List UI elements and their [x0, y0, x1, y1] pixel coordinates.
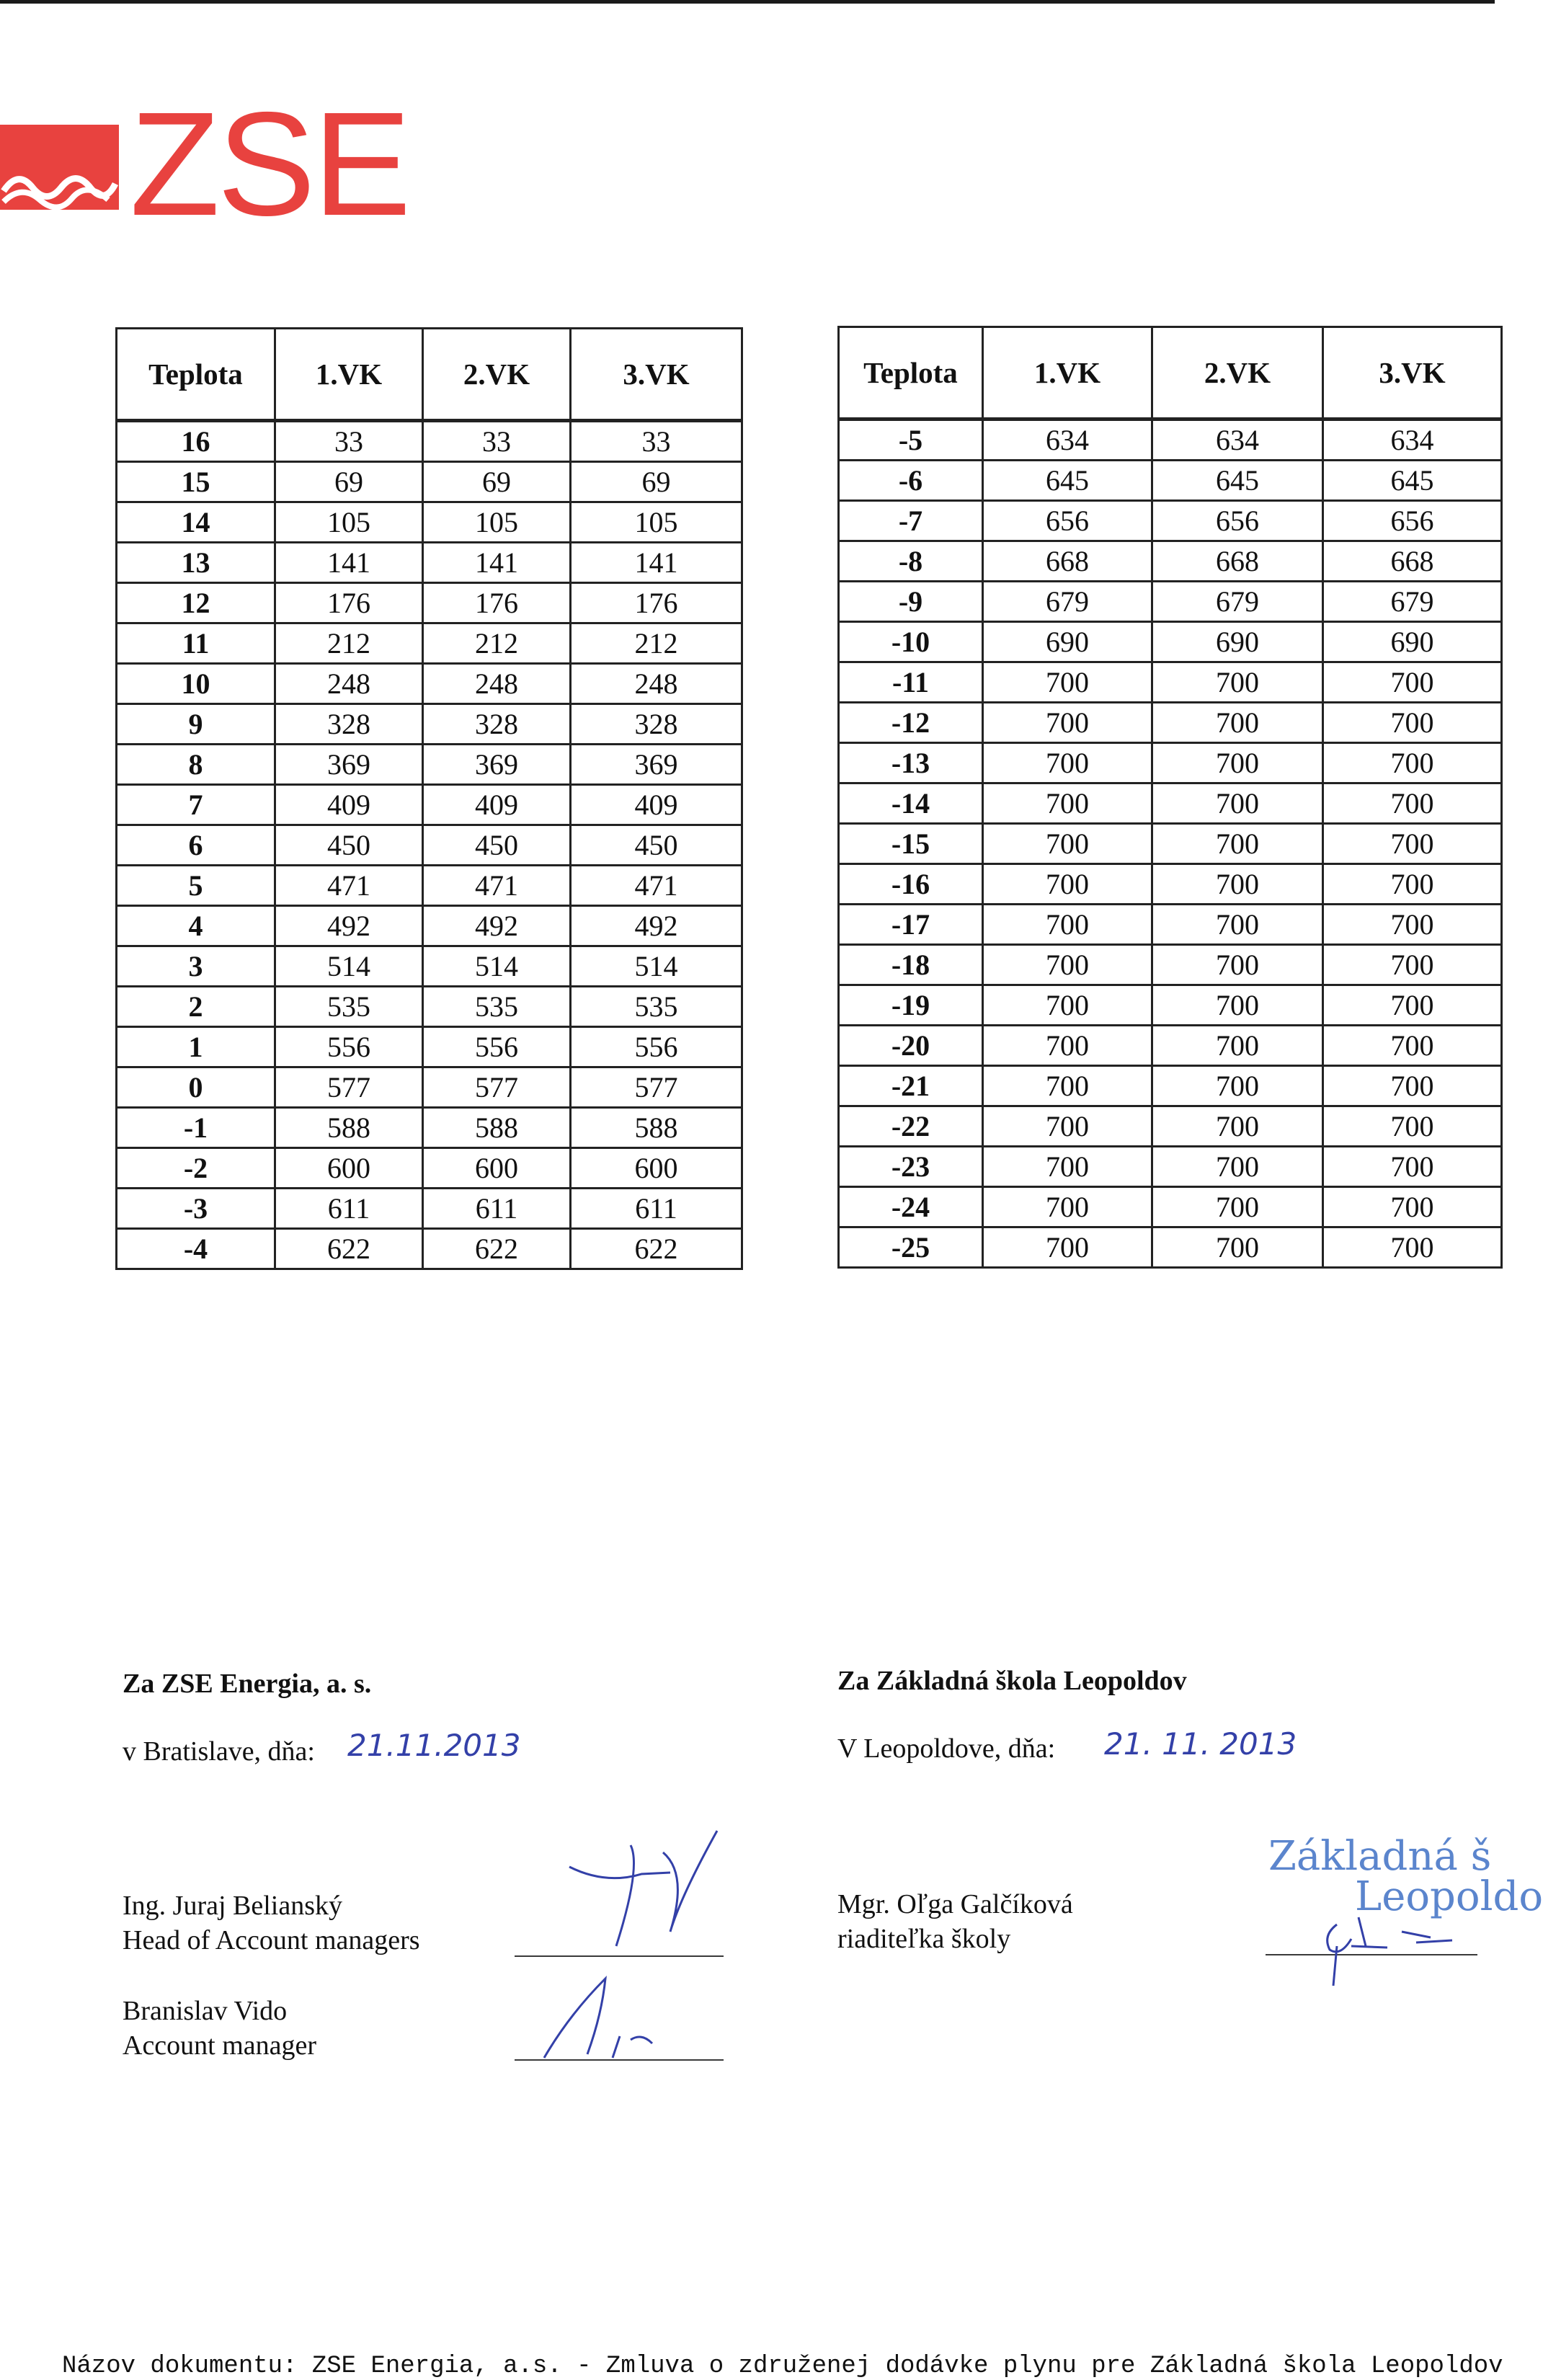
value-cell: 645 — [1323, 461, 1502, 501]
value-cell: 588 — [571, 1108, 742, 1148]
table-row — [839, 703, 1502, 743]
table-row — [117, 583, 742, 623]
value-cell: 668 — [1152, 541, 1323, 582]
temperature-cell: 14 — [117, 502, 275, 543]
temperature-cell: -4 — [117, 1229, 275, 1269]
value-cell: 700 — [1152, 1227, 1323, 1268]
value-cell: 700 — [1152, 905, 1323, 945]
value-cell: 328 — [571, 704, 742, 745]
value-cell: 700 — [1152, 743, 1323, 783]
document-name-footer: Názov dokumentu: ZSE Energia, a.s. - Zmluva o združenej dodávke plynu pre Základná škola Leopoldov — [62, 2353, 1503, 2380]
scan-top-edge — [0, 0, 1495, 4]
value-cell: 700 — [983, 662, 1152, 703]
value-cell: 645 — [983, 461, 1152, 501]
value-cell: 611 — [275, 1189, 423, 1229]
value-cell: 700 — [1323, 1106, 1502, 1147]
signature-line-belianky — [515, 1955, 724, 1957]
table-row — [839, 1066, 1502, 1106]
value-cell: 105 — [571, 502, 742, 543]
temperature-cell: -19 — [839, 985, 983, 1026]
value-cell: 600 — [275, 1148, 423, 1189]
value-cell: 700 — [983, 1187, 1152, 1227]
value-cell: 700 — [1323, 985, 1502, 1026]
value-cell: 514 — [571, 946, 742, 987]
table-row — [839, 1227, 1502, 1268]
value-cell: 409 — [423, 785, 571, 825]
value-cell: 141 — [423, 543, 571, 583]
value-cell: 700 — [1152, 824, 1323, 864]
temperature-cell: -20 — [839, 1026, 983, 1066]
value-cell: 700 — [1323, 1187, 1502, 1227]
temperature-table-left — [115, 327, 743, 1270]
table-row — [117, 1027, 742, 1067]
value-cell: 700 — [1152, 662, 1323, 703]
temperature-cell: -16 — [839, 864, 983, 905]
value-cell: 622 — [275, 1229, 423, 1269]
zse-knot-icon — [0, 125, 119, 210]
table-row — [839, 783, 1502, 824]
table-row — [839, 1187, 1502, 1227]
table-row — [839, 622, 1502, 662]
value-cell: 700 — [1323, 824, 1502, 864]
value-cell: 700 — [983, 864, 1152, 905]
table-row — [117, 623, 742, 664]
stamp-line-2: Leopoldo — [1355, 1873, 1543, 1920]
value-cell: 700 — [983, 1106, 1152, 1147]
value-cell: 600 — [571, 1148, 742, 1189]
signer-name-galcikova: Mgr. Oľga Galčíková — [837, 1889, 1073, 1919]
value-cell: 690 — [1152, 622, 1323, 662]
value-cell: 700 — [1152, 864, 1323, 905]
value-cell: 690 — [983, 622, 1152, 662]
value-cell: 492 — [571, 906, 742, 946]
value-cell: 212 — [275, 623, 423, 664]
value-cell: 611 — [571, 1189, 742, 1229]
table-row — [117, 462, 742, 502]
value-cell: 700 — [983, 824, 1152, 864]
table-header-row — [839, 327, 1502, 419]
value-cell: 328 — [423, 704, 571, 745]
table-row — [117, 1148, 742, 1189]
table-row — [117, 421, 742, 462]
value-cell: 656 — [983, 501, 1152, 541]
table-row — [839, 501, 1502, 541]
value-cell: 535 — [423, 987, 571, 1027]
value-cell: 409 — [275, 785, 423, 825]
table-row — [117, 664, 742, 704]
brand-name: ZSE — [130, 81, 409, 247]
value-cell: 492 — [275, 906, 423, 946]
value-cell: 450 — [423, 825, 571, 866]
table-row — [839, 743, 1502, 783]
temperature-cell: -3 — [117, 1189, 275, 1229]
value-cell: 535 — [571, 987, 742, 1027]
value-cell: 33 — [571, 421, 742, 462]
value-cell: 634 — [983, 419, 1152, 461]
value-cell: 700 — [1152, 945, 1323, 985]
value-cell: 588 — [275, 1108, 423, 1148]
value-cell: 141 — [571, 543, 742, 583]
value-cell: 700 — [983, 743, 1152, 783]
value-cell: 700 — [1323, 662, 1502, 703]
value-cell: 556 — [571, 1027, 742, 1067]
party-zse: Za ZSE Energia, a. s. — [123, 1669, 372, 1699]
signer-name-belianky: Ing. Juraj Belianský — [123, 1891, 343, 1921]
signer-title-galcikova: riaditeľka školy — [837, 1924, 1011, 1954]
value-cell: 369 — [423, 745, 571, 785]
value-cell: 492 — [423, 906, 571, 946]
value-cell: 700 — [983, 1026, 1152, 1066]
value-cell: 656 — [1323, 501, 1502, 541]
value-cell: 69 — [275, 462, 423, 502]
value-cell: 176 — [571, 583, 742, 623]
temperature-cell: -5 — [839, 419, 983, 461]
value-cell: 176 — [423, 583, 571, 623]
temperature-cell: -15 — [839, 824, 983, 864]
value-cell: 471 — [423, 866, 571, 906]
value-cell: 105 — [275, 502, 423, 543]
table-row — [839, 1147, 1502, 1187]
value-cell: 248 — [571, 664, 742, 704]
temperature-cell: -9 — [839, 582, 983, 622]
temperature-cell: 2 — [117, 987, 275, 1027]
value-cell: 556 — [423, 1027, 571, 1067]
value-cell: 514 — [423, 946, 571, 987]
temperature-cell: -22 — [839, 1106, 983, 1147]
value-cell: 668 — [1323, 541, 1502, 582]
value-cell: 212 — [571, 623, 742, 664]
column-header: 1.VK — [275, 329, 423, 421]
table-row — [839, 864, 1502, 905]
value-cell: 33 — [423, 421, 571, 462]
temperature-cell: 16 — [117, 421, 275, 462]
handwritten-date-school: 21. 11. 2013 — [1104, 1726, 1297, 1762]
column-header: 2.VK — [1152, 327, 1323, 419]
value-cell: 700 — [1323, 1147, 1502, 1187]
value-cell: 690 — [1323, 622, 1502, 662]
value-cell: 409 — [571, 785, 742, 825]
temperature-cell: 9 — [117, 704, 275, 745]
temperature-table-right — [837, 326, 1503, 1269]
table-row — [117, 785, 742, 825]
column-header: Teplota — [839, 327, 983, 419]
signature-belianky — [562, 1824, 735, 1953]
temperature-cell: 0 — [117, 1067, 275, 1108]
table-row — [117, 1108, 742, 1148]
value-cell: 700 — [1152, 783, 1323, 824]
temperature-cell: -1 — [117, 1108, 275, 1148]
table-row — [117, 1189, 742, 1229]
column-header: 2.VK — [423, 329, 571, 421]
value-cell: 700 — [983, 1147, 1152, 1187]
value-cell: 700 — [1152, 1066, 1323, 1106]
value-cell: 700 — [1323, 1026, 1502, 1066]
temperature-cell: 4 — [117, 906, 275, 946]
table-row — [839, 461, 1502, 501]
table-row — [117, 1229, 742, 1269]
table-row — [117, 502, 742, 543]
temperature-cell: 10 — [117, 664, 275, 704]
table-row — [117, 946, 742, 987]
temperature-cell: 1 — [117, 1027, 275, 1067]
temperature-cell: 11 — [117, 623, 275, 664]
stamp-line-1: Základná š — [1268, 1833, 1492, 1880]
table-row — [117, 745, 742, 785]
value-cell: 700 — [1152, 985, 1323, 1026]
value-cell: 514 — [275, 946, 423, 987]
temperature-cell: -7 — [839, 501, 983, 541]
value-cell: 248 — [275, 664, 423, 704]
column-header: 1.VK — [983, 327, 1152, 419]
temperature-cell: -13 — [839, 743, 983, 783]
table-row — [839, 662, 1502, 703]
value-cell: 141 — [275, 543, 423, 583]
temperature-cell: -17 — [839, 905, 983, 945]
value-cell: 535 — [275, 987, 423, 1027]
value-cell: 700 — [1323, 1227, 1502, 1268]
zse-logo — [0, 81, 409, 247]
value-cell: 328 — [275, 704, 423, 745]
value-cell: 700 — [1323, 864, 1502, 905]
temperature-cell: -14 — [839, 783, 983, 824]
value-cell: 700 — [983, 783, 1152, 824]
value-cell: 176 — [275, 583, 423, 623]
value-cell: 634 — [1152, 419, 1323, 461]
temperature-cell: -2 — [117, 1148, 275, 1189]
value-cell: 668 — [983, 541, 1152, 582]
temperature-cell: 7 — [117, 785, 275, 825]
value-cell: 700 — [1323, 743, 1502, 783]
value-cell: 248 — [423, 664, 571, 704]
value-cell: 577 — [423, 1067, 571, 1108]
place-date-label-zse: v Bratislave, dňa: — [123, 1736, 315, 1767]
value-cell: 700 — [1323, 783, 1502, 824]
value-cell: 611 — [423, 1189, 571, 1229]
value-cell: 369 — [571, 745, 742, 785]
value-cell: 700 — [983, 1066, 1152, 1106]
value-cell: 700 — [1152, 1187, 1323, 1227]
column-header: Teplota — [117, 329, 275, 421]
temperature-cell: 5 — [117, 866, 275, 906]
table-row — [117, 866, 742, 906]
table-row — [117, 825, 742, 866]
value-cell: 577 — [275, 1067, 423, 1108]
temperature-cell: 3 — [117, 946, 275, 987]
value-cell: 700 — [1152, 1147, 1323, 1187]
value-cell: 471 — [275, 866, 423, 906]
table-row — [839, 985, 1502, 1026]
column-header: 3.VK — [1323, 327, 1502, 419]
value-cell: 105 — [423, 502, 571, 543]
value-cell: 556 — [275, 1027, 423, 1067]
value-cell: 700 — [983, 985, 1152, 1026]
value-cell: 700 — [1152, 1026, 1323, 1066]
table-row — [839, 945, 1502, 985]
value-cell: 622 — [571, 1229, 742, 1269]
temperature-cell: -21 — [839, 1066, 983, 1106]
temperature-cell: -24 — [839, 1187, 983, 1227]
temperature-cell: -18 — [839, 945, 983, 985]
value-cell: 700 — [1323, 1066, 1502, 1106]
value-cell: 450 — [275, 825, 423, 866]
value-cell: 656 — [1152, 501, 1323, 541]
value-cell: 450 — [571, 825, 742, 866]
value-cell: 634 — [1323, 419, 1502, 461]
value-cell: 212 — [423, 623, 571, 664]
temperature-cell: 6 — [117, 825, 275, 866]
place-date-label-school: V Leopoldove, dňa: — [837, 1733, 1056, 1764]
table-row — [117, 1067, 742, 1108]
value-cell: 645 — [1152, 461, 1323, 501]
value-cell: 369 — [275, 745, 423, 785]
signer-name-vido: Branislav Vido — [123, 1996, 288, 2026]
table-row — [839, 582, 1502, 622]
temperature-cell: -8 — [839, 541, 983, 582]
table-row — [839, 905, 1502, 945]
value-cell: 700 — [983, 945, 1152, 985]
table-row — [117, 543, 742, 583]
table-row — [839, 1106, 1502, 1147]
table-row — [839, 824, 1502, 864]
value-cell: 33 — [275, 421, 423, 462]
value-cell: 700 — [1323, 703, 1502, 743]
value-cell: 700 — [1323, 945, 1502, 985]
value-cell: 588 — [423, 1108, 571, 1148]
temperature-cell: -12 — [839, 703, 983, 743]
table-row — [117, 704, 742, 745]
value-cell: 471 — [571, 866, 742, 906]
temperature-cell: -10 — [839, 622, 983, 662]
value-cell: 700 — [983, 1227, 1152, 1268]
value-cell: 700 — [983, 703, 1152, 743]
temperature-cell: 13 — [117, 543, 275, 583]
value-cell: 700 — [1152, 1106, 1323, 1147]
temperature-cell: -11 — [839, 662, 983, 703]
value-cell: 679 — [1152, 582, 1323, 622]
value-cell: 700 — [983, 905, 1152, 945]
column-header: 3.VK — [571, 329, 742, 421]
temperature-cell: 12 — [117, 583, 275, 623]
temperature-cell: 15 — [117, 462, 275, 502]
table-row — [839, 1026, 1502, 1066]
table-header-row — [117, 329, 742, 421]
value-cell: 700 — [1323, 905, 1502, 945]
value-cell: 700 — [1152, 703, 1323, 743]
table-row — [839, 419, 1502, 461]
value-cell: 679 — [983, 582, 1152, 622]
table-row — [839, 541, 1502, 582]
value-cell: 69 — [571, 462, 742, 502]
temperature-cell: -25 — [839, 1227, 983, 1268]
signature-vido — [533, 1971, 699, 2061]
table-row — [117, 906, 742, 946]
value-cell: 69 — [423, 462, 571, 502]
signature-galcikova — [1308, 1896, 1474, 1989]
temperature-cell: -6 — [839, 461, 983, 501]
party-school: Za Základná škola Leopoldov — [837, 1666, 1187, 1696]
value-cell: 577 — [571, 1067, 742, 1108]
value-cell: 679 — [1323, 582, 1502, 622]
handwritten-date-zse: 21.11.2013 — [347, 1728, 521, 1763]
signer-title-belianky: Head of Account managers — [123, 1925, 420, 1955]
value-cell: 600 — [423, 1148, 571, 1189]
value-cell: 622 — [423, 1229, 571, 1269]
signer-title-vido: Account manager — [123, 2030, 317, 2061]
temperature-cell: 8 — [117, 745, 275, 785]
table-row — [117, 987, 742, 1027]
temperature-cell: -23 — [839, 1147, 983, 1187]
